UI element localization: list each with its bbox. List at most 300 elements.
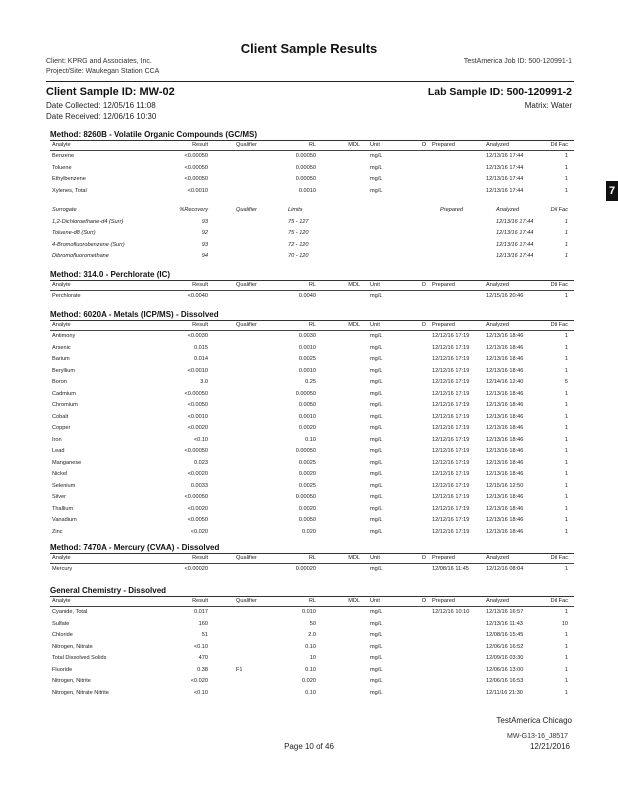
cell-analyzed: 12/13/16 11:43 — [486, 620, 523, 627]
cell-analyzed: 12/06/16 16:53 — [486, 678, 524, 684]
cell-analyzed: 12/13/16 18:46 — [486, 402, 524, 408]
cell-rl: 50 — [309, 620, 316, 627]
cell-unit: mg/L — [370, 379, 383, 385]
cell-prepared: 12/12/16 17:19 — [432, 471, 470, 477]
cell-prepared: 12/12/16 10:10 — [432, 609, 470, 615]
cell-unit: mg/L — [370, 643, 383, 650]
cell-analyte: Manganese — [52, 459, 82, 466]
cell-unit: mg/L — [370, 176, 383, 182]
cell-unit: mg/L — [370, 187, 383, 194]
cell-unit: mg/L — [370, 505, 383, 512]
cell-rl: 0.00050 — [295, 448, 316, 454]
cell-analyte: Boron — [52, 379, 67, 385]
cell-analyzed: 12/06/16 16:52 — [486, 643, 524, 650]
cell-analyte: Thallium — [52, 505, 74, 512]
cell-analyzed: 12/13/16 18:46 — [486, 356, 524, 362]
cell-prepared: 12/12/16 17:19 — [432, 367, 470, 374]
col-header-d: D — [422, 282, 427, 288]
cell-dil: 1 — [564, 367, 568, 374]
cell-unit: mg/L — [370, 609, 383, 615]
col-header-result: Result — [192, 555, 208, 561]
result-row — [50, 163, 574, 175]
col-header-unit: Unit — [370, 282, 380, 288]
cell-analyzed: 12/13/16 18:46 — [486, 344, 524, 351]
cell-analyte: Antimony — [52, 333, 76, 339]
cell-unit: mg/L — [370, 293, 383, 299]
cell-result: 470 — [198, 655, 208, 661]
result-row — [50, 423, 574, 435]
cell-dil: 1 — [564, 153, 568, 159]
cell-unit: mg/L — [370, 632, 383, 638]
cell-result: <0.00050 — [184, 164, 208, 171]
cell-result: 0.015 — [194, 344, 208, 351]
result-row — [50, 653, 574, 665]
column-header-row — [50, 321, 574, 331]
cell-dil: 1 — [564, 356, 568, 362]
cell-analyte: Vanadium — [52, 517, 77, 523]
result-row — [50, 174, 574, 186]
cell-unit: mg/L — [370, 425, 383, 431]
cell-result: 0.017 — [194, 609, 208, 615]
cell-analyzed: 12/15/16 20:46 — [486, 293, 524, 299]
cell-dil: 1 — [564, 528, 568, 535]
cell-analyte: Total Dissolved Solids — [52, 655, 107, 661]
job-id: TestAmerica Job ID: 500-120991-1 — [463, 58, 572, 65]
cell-analyzed: 12/13/16 18:46 — [486, 436, 524, 443]
cell-result: <0.020 — [190, 528, 208, 535]
surr-cell-recovery: 94 — [201, 253, 208, 259]
cell-unit: mg/L — [370, 482, 383, 489]
cell-dil: 1 — [564, 471, 568, 477]
surrogate-row — [50, 217, 574, 229]
cell-analyte: Fluoride — [52, 666, 73, 673]
cell-analyzed: 12/13/16 18:46 — [486, 413, 524, 420]
cell-analyte: Silver — [52, 494, 66, 500]
result-row — [50, 607, 574, 619]
result-row — [50, 354, 574, 366]
cell-dil: 1 — [564, 505, 568, 512]
cell-rl: 0.00050 — [295, 164, 316, 171]
cell-analyte: Chromium — [52, 402, 78, 408]
cell-dil: 1 — [564, 413, 568, 420]
cell-dil: 1 — [564, 494, 568, 500]
method-title: Method: 8260B - Volatile Organic Compounds (GC/MS) — [50, 130, 257, 139]
cell-result: <0.00050 — [184, 390, 208, 397]
surrogate-row — [50, 251, 574, 263]
cell-analyte: Nitrogen, Nitrite — [52, 678, 91, 684]
cell-unit: mg/L — [370, 689, 383, 696]
col-header-qualifier: Qualifier — [236, 282, 257, 288]
cell-analyte: Copper — [52, 425, 71, 431]
surr-header-limits: Limits — [288, 207, 303, 213]
col-header-dil: Dil Fac — [550, 282, 568, 288]
result-row — [50, 291, 574, 303]
cell-analyzed: 12/13/16 18:46 — [486, 425, 524, 431]
cell-analyte: Nitrogen, Nitrate — [52, 643, 93, 650]
cell-rl: 0.020 — [302, 528, 316, 535]
cell-analyzed: 12/13/16 18:46 — [486, 390, 524, 397]
surr-cell-dil: 1 — [564, 253, 568, 259]
result-row — [50, 377, 574, 389]
cell-analyzed: 12/14/16 12:40 — [486, 379, 524, 385]
cell-dil: 1 — [564, 333, 568, 339]
col-header-result: Result — [192, 322, 208, 328]
cell-unit: mg/L — [370, 494, 383, 500]
cell-result: <0.10 — [193, 436, 208, 443]
col-header-rl: RL — [308, 598, 316, 604]
cell-unit: mg/L — [370, 153, 383, 159]
col-header-result: Result — [192, 142, 208, 148]
cell-unit: mg/L — [370, 367, 383, 374]
cell-result: <0.10 — [193, 643, 208, 650]
surr-cell-surrogate: Toluene-d8 (Surr) — [52, 230, 96, 236]
result-row — [50, 665, 574, 677]
surrogate-header-row — [50, 205, 574, 217]
cell-analyte: Barium — [52, 356, 70, 362]
result-row — [50, 400, 574, 412]
surr-header-analyzed: Analyzed — [496, 207, 520, 213]
cell-analyte: Beryllium — [52, 367, 76, 374]
cell-analyte: Mercury — [52, 566, 73, 572]
cell-analyte: Toluene — [52, 164, 72, 171]
result-row — [50, 492, 574, 504]
cell-dil: 1 — [564, 436, 568, 443]
col-header-mdl: MDL — [348, 598, 360, 604]
col-header-d: D — [422, 142, 427, 148]
col-header-dil: Dil Fac — [550, 322, 568, 328]
cell-result: <0.10 — [193, 689, 208, 696]
method-section — [50, 586, 574, 699]
footer-company: TestAmerica Chicago — [496, 716, 572, 725]
method-title: Method: 6020A - Metals (ICP/MS) - Dissolved — [50, 310, 219, 319]
header-divider — [46, 81, 574, 82]
cell-rl: 0.0010 — [298, 367, 316, 374]
cell-dil: 1 — [564, 293, 568, 299]
cell-analyte: Cadmium — [52, 390, 76, 397]
cell-rl: 0.010 — [302, 609, 316, 615]
cell-dil: 1 — [564, 517, 568, 523]
cell-result: <0.0050 — [187, 517, 208, 523]
surr-header-qualifier: Qualifier — [236, 207, 257, 213]
col-header-dil: Dil Fac — [550, 555, 568, 561]
cell-rl: 0.0025 — [298, 459, 316, 466]
surr-cell-limits: 72 - 120 — [288, 241, 309, 248]
cell-rl: 0.0010 — [298, 413, 316, 420]
cell-unit: mg/L — [370, 620, 383, 627]
cell-unit: mg/L — [370, 402, 383, 408]
surr-cell-recovery: 93 — [201, 218, 208, 225]
result-row — [50, 642, 574, 654]
result-row — [50, 630, 574, 642]
cell-result: 160 — [198, 620, 208, 627]
surr-cell-analyzed: 12/13/16 17:44 — [496, 253, 534, 259]
cell-analyzed: 12/13/16 18:46 — [486, 448, 524, 454]
cell-result: 0.023 — [194, 459, 208, 466]
cell-prepared: 12/08/16 11:45 — [432, 566, 469, 572]
cell-analyzed: 12/13/16 18:46 — [486, 517, 524, 523]
surrogate-row — [50, 228, 574, 240]
cell-unit: mg/L — [370, 528, 383, 535]
method-section — [50, 270, 574, 303]
cell-analyte: Arsenic — [52, 344, 71, 351]
cell-result: 51 — [201, 632, 208, 638]
surr-header-prepared: Prepared — [440, 207, 464, 213]
result-row — [50, 564, 574, 576]
cell-rl: 0.020 — [302, 678, 316, 684]
cell-analyzed: 12/13/16 18:46 — [486, 528, 524, 535]
col-header-unit: Unit — [370, 555, 380, 561]
lab-sample-id: Lab Sample ID: 500-120991-2 — [427, 86, 572, 98]
cell-rl: 0.10 — [305, 436, 316, 443]
cell-analyte: Cyanide, Total — [52, 609, 88, 615]
cell-dil: 1 — [564, 609, 568, 615]
cell-result: <0.0020 — [187, 505, 208, 512]
cell-rl: 0.0050 — [298, 402, 316, 408]
cell-rl: 0.0020 — [298, 505, 316, 512]
cell-analyte: Zinc — [52, 528, 63, 535]
cell-unit: mg/L — [370, 436, 383, 443]
column-header-row — [50, 141, 574, 151]
cell-unit: mg/L — [370, 413, 383, 420]
cell-analyzed: 12/13/16 17:44 — [486, 153, 524, 159]
col-header-prepared: Prepared — [432, 322, 456, 328]
col-header-qualifier: Qualifier — [236, 142, 257, 148]
cell-analyte: Benzene — [52, 153, 75, 159]
col-header-result: Result — [192, 598, 208, 604]
cell-prepared: 12/12/16 17:19 — [432, 505, 470, 512]
cell-prepared: 12/12/16 17:19 — [432, 402, 470, 408]
cell-analyzed: 12/13/16 16:57 — [486, 609, 524, 615]
cell-analyte: Chloride — [52, 632, 73, 638]
col-header-dil: Dil Fac — [550, 142, 568, 148]
surr-cell-recovery: 93 — [201, 241, 208, 248]
cell-rl: 0.0030 — [298, 333, 316, 339]
cell-unit: mg/L — [370, 471, 383, 477]
cell-unit: mg/L — [370, 459, 383, 466]
cell-unit: mg/L — [370, 390, 383, 397]
cell-analyzed: 12/08/16 15:45 — [486, 632, 524, 638]
cell-analyzed: 12/13/16 18:46 — [486, 333, 524, 339]
column-header-row — [50, 554, 574, 564]
method-title: General Chemistry - Dissolved — [50, 586, 167, 595]
cell-unit: mg/L — [370, 333, 383, 339]
result-row — [50, 688, 574, 700]
col-header-rl: RL — [308, 555, 316, 561]
col-header-analyzed: Analyzed — [486, 322, 510, 328]
method-section — [50, 543, 574, 576]
surr-cell-dil: 1 — [564, 241, 568, 248]
cell-prepared: 12/12/16 17:19 — [432, 413, 470, 420]
method-title: Method: 314.0 - Perchlorate (IC) — [50, 270, 171, 279]
col-header-analyte: Analyte — [52, 282, 71, 288]
footer-page: Page 10 of 46 — [284, 742, 334, 751]
cell-analyte: Perchlorate — [52, 293, 81, 299]
surr-cell-analyzed: 12/13/16 17:44 — [496, 230, 534, 236]
cell-rl: 0.00020 — [295, 566, 316, 572]
col-header-qualifier: Qualifier — [236, 322, 257, 328]
cell-rl: 0.10 — [305, 689, 316, 696]
cell-result: 0.014 — [194, 356, 208, 362]
cell-dil: 1 — [564, 666, 568, 673]
result-row — [50, 458, 574, 470]
cell-prepared: 12/12/16 17:19 — [432, 390, 470, 397]
col-header-mdl: MDL — [348, 322, 360, 328]
col-header-rl: RL — [308, 322, 316, 328]
cell-unit: mg/L — [370, 356, 383, 362]
cell-result: <0.0020 — [187, 471, 208, 477]
cell-analyte: Selenium — [52, 482, 76, 489]
cell-analyte: Ethylbenzene — [52, 176, 86, 182]
cell-result: 0.38 — [197, 666, 208, 673]
surrogate-row — [50, 240, 574, 252]
result-row — [50, 412, 574, 424]
cell-rl: 0.0010 — [298, 344, 316, 351]
cell-result: <0.00050 — [184, 153, 208, 159]
cell-result: 3.0 — [200, 379, 208, 385]
cell-dil: 1 — [564, 425, 568, 431]
footer-date: 12/21/2016 — [529, 742, 570, 751]
cell-rl: 0.0025 — [298, 482, 316, 489]
cell-dil: 1 — [564, 390, 568, 397]
surr-header-dil: Dil Fac — [550, 207, 568, 213]
cell-qualifier: F1 — [236, 666, 243, 673]
date-collected: Date Collected: 12/05/16 11:08 — [46, 101, 156, 110]
cell-analyzed: 12/13/16 18:46 — [486, 471, 524, 477]
cell-prepared: 12/12/16 17:19 — [432, 356, 470, 362]
surr-cell-surrogate: Dibromofluoromethane — [52, 253, 109, 259]
method-title: Method: 7470A - Mercury (CVAA) - Dissolved — [50, 543, 220, 552]
cell-result: <0.0010 — [187, 367, 208, 374]
cell-dil: 1 — [564, 187, 568, 194]
cell-unit: mg/L — [370, 678, 383, 684]
cell-unit: mg/L — [370, 448, 383, 454]
col-header-analyzed: Analyzed — [486, 555, 510, 561]
cell-prepared: 12/12/16 17:19 — [432, 482, 470, 489]
col-header-mdl: MDL — [348, 555, 360, 561]
cell-analyzed: 12/12/16 08:04 — [486, 566, 524, 572]
cell-unit: mg/L — [370, 344, 383, 351]
cell-analyte: Sulfate — [52, 620, 70, 627]
cell-rl: 0.0010 — [298, 187, 316, 194]
cell-analyzed: 12/13/16 18:46 — [486, 494, 524, 500]
cell-dil: 1 — [564, 176, 568, 182]
cell-unit: mg/L — [370, 517, 383, 523]
surr-cell-analyzed: 12/13/16 17:44 — [496, 218, 534, 225]
surr-header-recovery: %Recovery — [179, 207, 208, 213]
col-header-analyte: Analyte — [52, 142, 71, 148]
cell-result: <0.0020 — [187, 425, 208, 431]
spacer — [50, 197, 574, 205]
cell-rl: 10 — [309, 655, 316, 661]
cell-result: <0.0010 — [187, 187, 208, 194]
cell-prepared: 12/12/16 17:19 — [432, 448, 470, 454]
result-row — [50, 676, 574, 688]
cell-dil: 1 — [564, 448, 568, 454]
method-section — [50, 130, 574, 263]
cell-result: <0.0040 — [187, 293, 208, 299]
cell-rl: 0.0040 — [298, 293, 316, 299]
col-header-result: Result — [192, 282, 208, 288]
surr-cell-limits: 75 - 120 — [288, 230, 309, 236]
col-header-prepared: Prepared — [432, 598, 456, 604]
cell-rl: 0.00050 — [295, 390, 316, 397]
client-sample-id: Client Sample ID: MW-02 — [46, 86, 175, 98]
col-header-rl: RL — [308, 282, 316, 288]
cell-analyte: Nickel — [52, 471, 68, 477]
col-header-prepared: Prepared — [432, 555, 456, 561]
cell-analyzed: 12/13/16 18:46 — [486, 367, 524, 374]
result-row — [50, 619, 574, 631]
surr-cell-recovery: 92 — [201, 230, 208, 236]
cell-dil: 1 — [564, 655, 568, 661]
cell-dil: 1 — [564, 164, 568, 171]
result-row — [50, 481, 574, 493]
col-header-analyte: Analyte — [52, 322, 71, 328]
col-header-d: D — [422, 555, 427, 561]
cell-rl: 0.00050 — [295, 153, 316, 159]
col-header-dil: Dil Fac — [550, 598, 568, 604]
cell-rl: 0.10 — [305, 666, 316, 673]
cell-analyte: Cobalt — [52, 413, 69, 420]
col-header-prepared: Prepared — [432, 282, 456, 288]
cell-rl: 0.0020 — [298, 471, 316, 477]
surr-cell-analyzed: 12/13/16 17:44 — [496, 241, 534, 248]
col-header-unit: Unit — [370, 598, 380, 604]
cell-dil: 1 — [564, 344, 568, 351]
cell-rl: 0.0020 — [298, 425, 316, 431]
col-header-analyte: Analyte — [52, 598, 71, 604]
cell-prepared: 12/12/16 17:19 — [432, 528, 470, 535]
result-row — [50, 435, 574, 447]
surr-cell-surrogate: 1,2-Dichloroethane-d4 (Surr) — [52, 218, 124, 225]
cell-rl: 0.25 — [305, 379, 316, 385]
column-header-row — [50, 597, 574, 607]
cell-unit: mg/L — [370, 666, 383, 673]
method-section — [50, 310, 574, 538]
cell-result: <0.020 — [190, 678, 208, 684]
section-tab[interactable]: 7 — [606, 181, 618, 201]
col-header-prepared: Prepared — [432, 142, 456, 148]
cell-analyte: Xylenes, Total — [52, 187, 87, 194]
cell-result: 0.0033 — [190, 482, 208, 489]
cell-rl: 0.00050 — [295, 494, 316, 500]
cell-prepared: 12/12/16 17:19 — [432, 494, 470, 500]
col-header-mdl: MDL — [348, 142, 360, 148]
cell-unit: mg/L — [370, 566, 383, 572]
col-header-qualifier: Qualifier — [236, 598, 257, 604]
result-row — [50, 389, 574, 401]
cell-analyzed: 12/13/16 17:44 — [486, 164, 524, 171]
cell-dil: 1 — [564, 402, 568, 408]
cell-result: <0.0010 — [187, 413, 208, 420]
surr-header-surrogate: Surrogate — [52, 207, 77, 213]
cell-result: <0.00050 — [184, 448, 208, 454]
matrix: Matrix: Water — [524, 101, 572, 110]
client-line: Client: KPRG and Associates, Inc. — [46, 58, 152, 65]
col-header-unit: Unit — [370, 142, 380, 148]
surr-cell-limits: 70 - 120 — [288, 253, 309, 259]
col-header-analyzed: Analyzed — [486, 598, 510, 604]
col-header-d: D — [422, 322, 427, 328]
cell-analyte: Iron — [52, 436, 62, 443]
cell-analyzed: 12/13/16 17:44 — [486, 187, 524, 194]
result-row — [50, 469, 574, 481]
surr-cell-dil: 1 — [564, 218, 568, 225]
cell-dil: 1 — [564, 643, 568, 650]
cell-result: <0.00020 — [184, 566, 208, 572]
cell-analyzed: 12/06/16 13:00 — [486, 666, 524, 673]
cell-prepared: 12/12/16 17:19 — [432, 436, 470, 443]
